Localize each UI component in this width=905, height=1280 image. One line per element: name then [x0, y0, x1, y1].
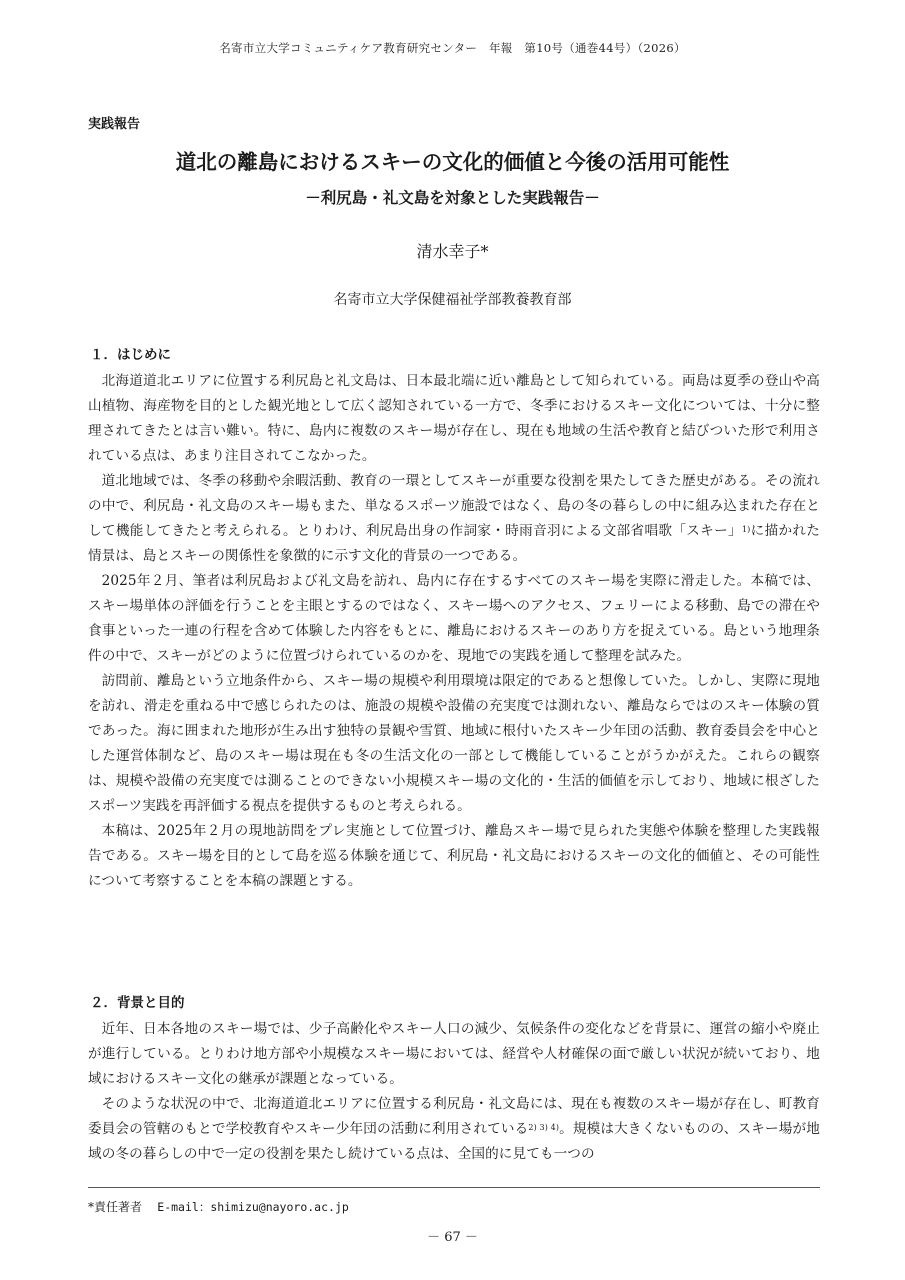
- section-heading: ２．背景と目的: [90, 995, 185, 1011]
- citation-mark: 2) 3) 4): [528, 1123, 560, 1132]
- paragraph-text: 。規模は大きくないものの、スキー場が地域の冬の暮らしの中で一定の役割を果たし続けている点は、全国的に見ても一つの: [88, 1121, 820, 1162]
- running-header: 名寄市立大学コミュニティケア教育研究センター 年報 第10号（通巻44号）（2026）: [219, 41, 686, 55]
- footnote-label: *責任著者: [88, 1200, 143, 1214]
- paragraph-text: に描かれた情景は、島とスキーの関係性を象徴的に示す文化的背景の一つである。: [88, 523, 821, 564]
- citation-mark: 1): [741, 525, 751, 534]
- author-name: 清水幸子*: [416, 242, 489, 261]
- paragraph: 訪問前、離島という立地条件から、スキー場の規模や利用環境は限定的であると想像していた。しかし、実際に現地を訪れ、滑走を重ねる中で感じられたのは、施設の規模や設備の充実度では測れない、離島ならではのスキー体験の質であった。海に囲まれた地形が生み出す独特の景観や雪質、地域に根付いたスキー少年団の活動、教育委員会を中心とした運営体制など、島のスキー場は現在も冬の生活文化の一部として機能していることがうかがえた。これらの観察は、規模や設備の充実度では測ることのできない小規模スキー場の文化的・生活的価値を示しており、地域に根ざしたスポーツ実践を再評価する視点を提供するものと考えられる。: [88, 673, 820, 814]
- section-background: [88, 989, 820, 1167]
- paragraph: 北海道道北エリアに位置する利尻島と礼文島は、日本最北端に近い離島として知られている。両島は夏季の登山や高山植物、海産物を目的とした観光地として広く認知されている一方で、冬季におけるスキー文化については、十分に整理されてきたとは言い難い。特に、島内に複数のスキー場が存在し、現在も地域の生活や教育と結びついた形で利用されている点は、あまり注目されてこなかった。: [88, 373, 820, 464]
- paragraph-text: そのような状況の中で、北海道道北エリアに位置する利尻島・礼文島には、現在も複数のスキー場が存在し、町教育委員会の管轄のもとで学校教育やスキー少年団の活動に利用されている: [88, 1096, 820, 1137]
- author-affiliation: 名寄市立大学保健福祉学部教養教育部: [333, 292, 572, 308]
- page-number: － 67 －: [427, 1230, 478, 1245]
- article-title: 道北の離島におけるスキーの文化的価値と今後の活用可能性: [175, 150, 730, 174]
- paragraph: 本稿は、2025年２月の現地訪問をプレ実施として位置づけ、離島スキー場で見られた実態や体験を整理した実践報告である。スキー場を目的として島を巡る体験を通じて、利尻島・礼文島におけるスキーの文化的価値と、その可能性について考察することを本稿の課題とする。: [88, 823, 820, 889]
- paragraph: 2025年２月、筆者は利尻島および礼文島を訪れ、島内に存在するすべてのスキー場を実際に滑走した。本稿では、スキー場単体の評価を行うことを主眼とするのではなく、スキー場へのアクセス、フェリーによる移動、島での滞在や食事といった一連の行程を含めて体験した内容をもとに、離島におけるスキーのあり方を捉えている。島という地理条件の中で、スキーがどのように位置づけられているのかを、現地での実践を通して整理を試みた。: [88, 573, 820, 664]
- footnote: [88, 1198, 349, 1215]
- article-category: 実践報告: [88, 117, 141, 132]
- footnote-divider: [88, 1187, 820, 1188]
- section-heading: １．はじめに: [90, 347, 171, 363]
- footnote-email: E-mail：shimizu@nayoro.ac.jp: [157, 1200, 349, 1214]
- section-introduction: [88, 341, 820, 894]
- paragraph: [88, 1092, 820, 1167]
- article-subtitle: －利尻島・礼文島を対象とした実践報告－: [305, 189, 600, 207]
- paragraph: [88, 469, 820, 569]
- paragraph: 近年、日本各地のスキー場では、少子高齢化やスキー人口の減少、気候条件の変化などを背景に、運営の縮小や廃止が進行している。とりわけ地方部や小規模なスキー場においては、経営や人材確保の面で厳しい状況が続いており、地域におけるスキー文化の継承が課題となっている。: [88, 1021, 820, 1087]
- paragraph-text: 道北地域では、冬季の移動や余暇活動、教育の一環としてスキーが重要な役割を果たしてきた歴史がある。その流れの中で、利尻島・礼文島のスキー場もまた、単なるスポーツ施設ではなく、島の冬の暮らしの中に組み込まれた存在として機能してきたと考えられる。とりわけ、利尻島出身の作詞家・時雨音羽による文部省唱歌「スキー」: [88, 473, 820, 539]
